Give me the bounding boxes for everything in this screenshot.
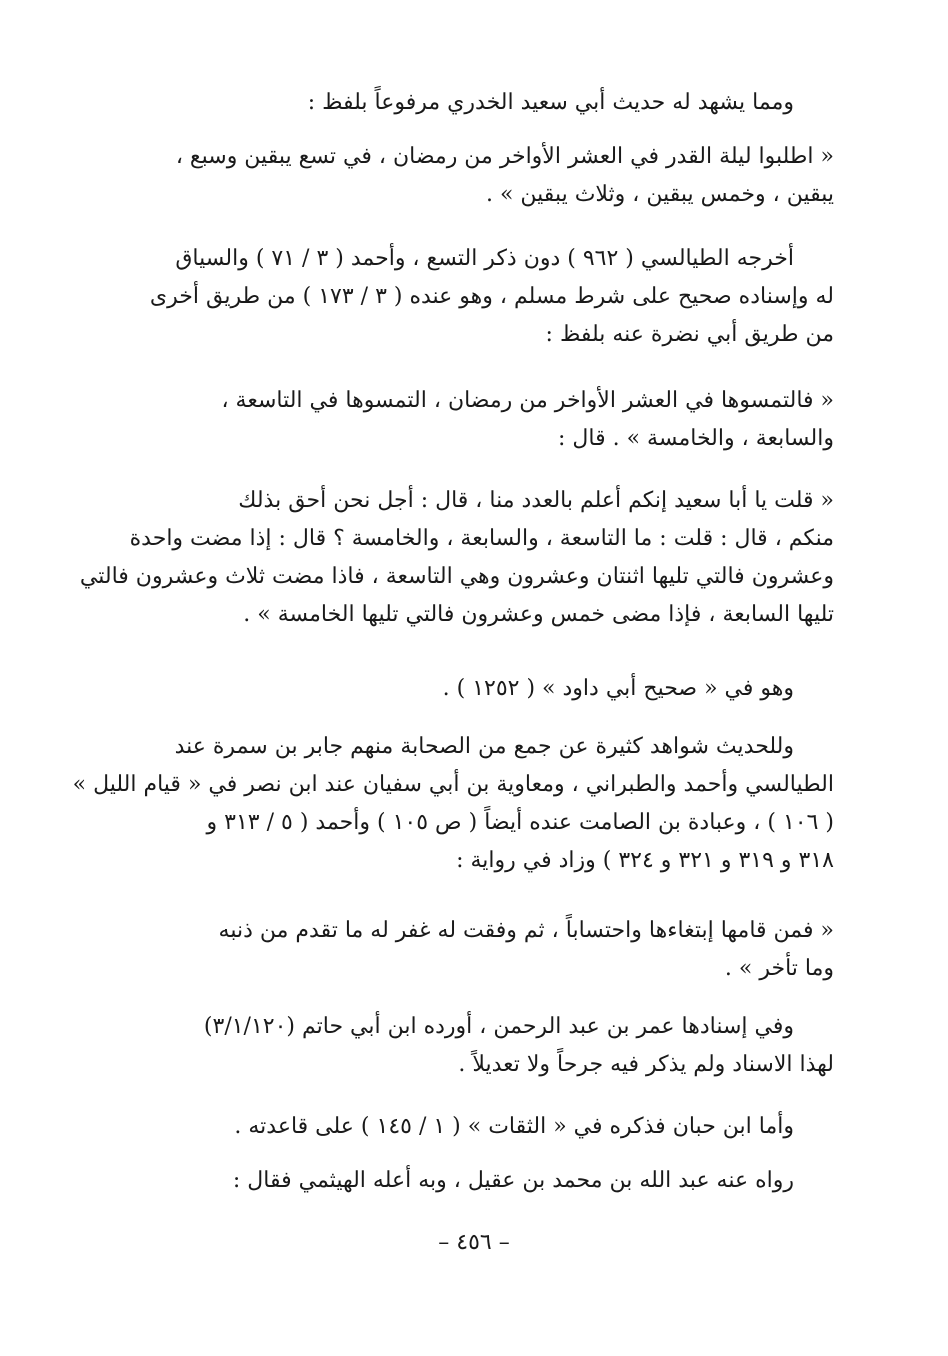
text-line: أخرجه الطيالسي ( ٩٦٢ ) دون ذكر التسع ، وأحمد ( ٣ / ٧١ ) والسياق bbox=[175, 246, 794, 271]
text-line: « فالتمسوها في العشر الأواخر من رمضان ، التمسوها في التاسعة ، bbox=[221, 388, 834, 413]
text-line: ( ١٠٦ ) ، وعبادة بن الصامت عنده أيضاً ( ص ١٠٥ ) وأحمد ( ٥ / ٣١٣ و bbox=[206, 810, 834, 835]
paragraph-6 bbox=[114, 670, 834, 708]
text-line: « اطلبوا ليلة القدر في العشر الأواخر من رمضان ، في تسع يبقين وسبع ، bbox=[175, 144, 834, 169]
paragraph-4-hadith-quote bbox=[114, 382, 834, 458]
paragraph-11 bbox=[114, 1162, 834, 1200]
paragraph-1 bbox=[114, 84, 834, 122]
text-line: له وإسناده صحيح على شرط مسلم ، وهو عنده ( ٣ / ١٧٣ ) من طريق أخرى bbox=[149, 284, 834, 309]
text-line: الطيالسي وأحمد والطبراني ، ومعاوية بن أبي سفيان عند ابن نصر في « قيام الليل » bbox=[72, 772, 834, 797]
text-line: « فمن قامها إبتغاءها واحتساباً ، ثم وفقت له غفر له ما تقدم من ذنبه bbox=[218, 918, 834, 943]
text-line: يبقين ، وخمس يبقين ، وثلاث يبقين » . bbox=[485, 182, 834, 207]
text-line: وأما ابن حبان فذكره في « الثقات » ( ١ / ١٤٥ ) على قاعدته . bbox=[234, 1114, 794, 1139]
text-line: والسابعة ، والخامسة » . قال : bbox=[558, 426, 834, 451]
text-line: تليها السابعة ، فإذا مضى خمس وعشرون فالتي تليها الخامسة » . bbox=[243, 602, 834, 627]
text-line: منكم ، قال : قلت : ما التاسعة ، والسابعة ، والخامسة ؟ قال : إذا مضت واحدة bbox=[129, 526, 834, 551]
text-line: وما تأخر » . bbox=[724, 956, 834, 981]
text-line: « قلت يا أبا سعيد إنكم أعلم بالعدد منا ، قال : أجل نحن أحق بذلك bbox=[238, 488, 834, 513]
text-line: لهذا الاسناد ولم يذكر فيه جرحاً ولا تعديلاً . bbox=[458, 1052, 834, 1077]
paragraph-8-hadith-quote bbox=[114, 912, 834, 988]
text-line: ٣١٨ و ٣١٩ و ٣٢١ و ٣٢٤ ) وزاد في رواية : bbox=[456, 848, 834, 873]
paragraph-7-shawahid bbox=[72, 728, 834, 880]
paragraph-5-hadith-quote bbox=[79, 482, 834, 634]
paragraph-3-takhrij bbox=[114, 240, 834, 354]
text-line: وفي إسنادها عمر بن عبد الرحمن ، أورده ابن أبي حاتم (٣/١/١٢٠) bbox=[203, 1014, 794, 1039]
text-line: وعشرون فالتي تليها اثنتان وعشرون وهي التاسعة ، فاذا مضت ثلاث وعشرون فالتي bbox=[79, 564, 834, 589]
text-line: رواه عنه عبد الله بن محمد بن عقيل ، وبه أعله الهيثمي فقال : bbox=[232, 1168, 794, 1193]
text-line: وهو في « صحيح أبي داود » ( ١٢٥٢ ) . bbox=[442, 676, 794, 701]
text-line: وللحديث شواهد كثيرة عن جمع من الصحابة منهم جابر بن سمرة عند bbox=[174, 734, 794, 759]
text-line: من طريق أبي نضرة عنه بلفظ : bbox=[545, 322, 834, 347]
paragraph-2-hadith-quote bbox=[114, 138, 834, 214]
text-line: ومما يشهد له حديث أبي سعيد الخدري مرفوعاً بلفظ : bbox=[307, 90, 794, 115]
paragraph-10 bbox=[114, 1108, 834, 1146]
paragraph-9 bbox=[114, 1008, 834, 1084]
page-number: – ٤٥٦ – bbox=[438, 1230, 510, 1255]
